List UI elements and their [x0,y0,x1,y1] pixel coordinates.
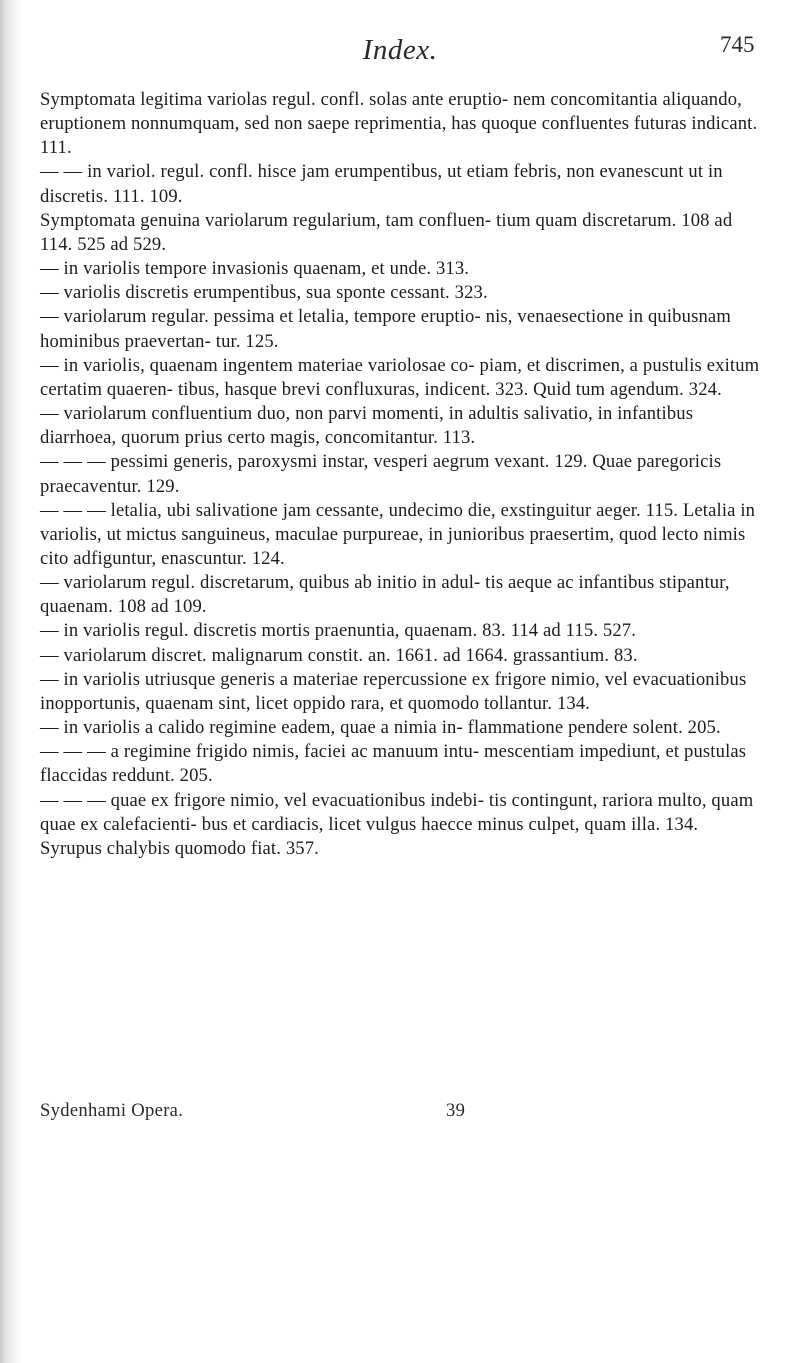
index-entry: — — — letalia, ubi salivatione jam cessante, undecimo die, exstinguitur aeger. 115. Letalia in variolis, ut mictus sanguineus, maculae purpureae, in junioribus praesertim, quod lecto nimis cito adfiguntur, enascuntur. 124. [40,499,756,569]
index-entry: — in variolis tempore invasionis quaenam, et unde. 313. [40,258,470,280]
page-edge-shadow [0,0,22,1363]
index-entry: — in variolis utriusque generis a materiae repercussione ex frigore nimio, vel evacuationibus inopportunis, quaenam sint, licet oppido rara, et quomodo tollantur. 134. [40,668,747,714]
index-entry: — in variolis, quaenam ingentem materiae variolosae co- piam, et discrimen, a pustulis exitum certatim quaeren- tibus, hasque brevi confluxuras, indicent. 323. Quid tum agendum. 324. [40,354,760,400]
running-head-title: Index. [362,34,438,66]
index-entry: Symptomata genuina variolarum regularium, tam confluen- tium quam discretarum. 108 ad 114. 525 ad 529. [40,209,733,255]
index-entry: — — — quae ex frigore nimio, vel evacuationibus indebi- tis contingunt, rariora multo, quam quae ex calefacienti- bus et cardiacis, licet vulgus haecce minus culpet, quam illa. 134. [40,789,754,835]
index-entry: — variolarum confluentium duo, non parvi momenti, in adultis salivatio, in infantibus diarrhoea, quorum prius certo magis, concomitantur. 113. [40,403,694,449]
index-body [40,88,762,861]
index-entry: — — in variol. regul. confl. hisce jam erumpentibus, ut etiam febris, non evanescunt ut in discretis. 111. 109. [40,161,723,207]
index-entry: — variolis discretis erumpentibus, sua sponte cessant. 323. [40,282,488,304]
index-entry: Symptomata legitima variolas regul. confl. solas ante eruptio- nem concomitantia aliquando, eruptionem nonnumquam, sed non saepe reprimentia, has quoque confluentes futuras indicant. 111. [40,89,758,159]
index-entry: — — — a regimine frigido nimis, faciei ac manuum intu- mescentiam impediunt, et pustulas flaccidas reddunt. 205. [40,741,747,787]
index-entry: — in variolis regul. discretis mortis praenuntia, quaenam. 83. 114 ad 115. 527. [40,620,637,642]
index-entry: — variolarum regul. discretarum, quibus ab initio in adul- tis aeque ac infantibus stipantur, quaenam. 108 ad 109. [40,572,730,618]
page-number: 745 [720,32,755,57]
index-entry: — variolarum discret. malignarum constit. an. 1661. ad 1664. grassantium. 83. [40,644,638,666]
index-entry: Syrupus chalybis quomodo fiat. 357. [40,837,319,859]
index-entry: — — — pessimi generis, paroxysmi instar, vesperi aegrum vexant. 129. Quae paregoricis praecaventur. 129. [40,451,722,497]
index-entry: — in variolis a calido regimine eadem, quae a nimia in- flammatione pendere solent. 205. [40,717,721,739]
signature-mark: Sydenhami Opera. [40,1100,184,1121]
index-entry: — variolarum regular. pessima et letalia, tempore eruptio- nis, venaesectione in quibusnam hominibus praevertan- tur. 125. [40,306,731,352]
signature-number: 39 [446,1100,466,1121]
